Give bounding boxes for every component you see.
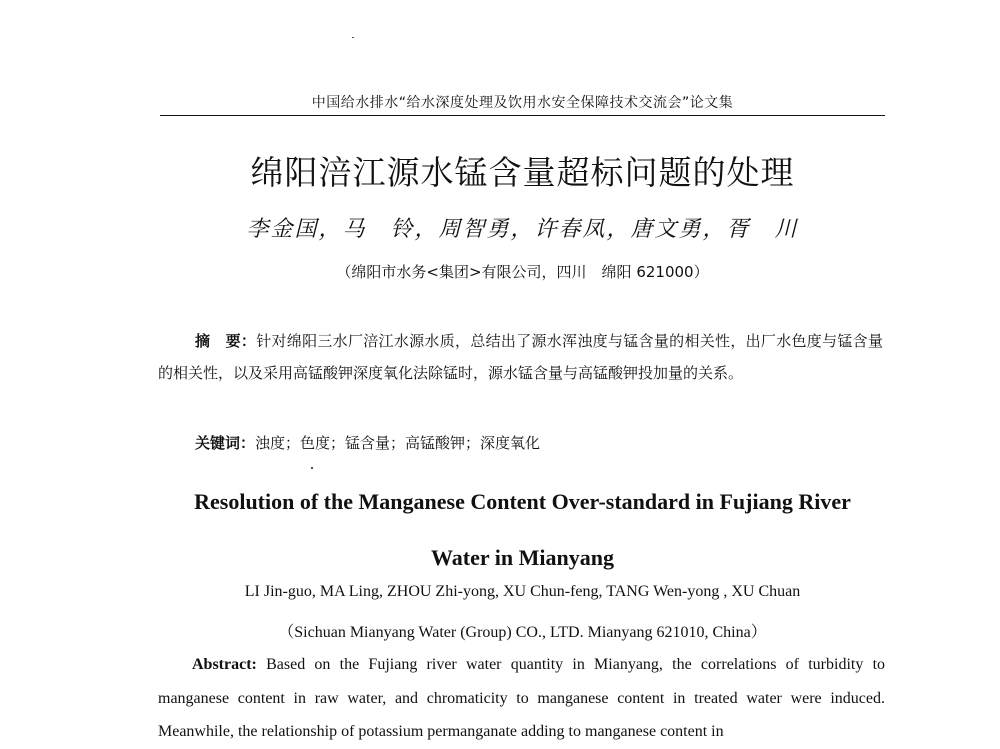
english-title-line-2: Water in Mianyang [431,545,614,570]
header-rule [160,115,885,116]
chinese-keywords [195,432,885,453]
english-abstract-label: Abstract: [192,656,257,673]
chinese-affiliation: （绵阳市水务<集团>有限公司，四川 绵阳 621000） [336,263,709,281]
english-affiliation: （Sichuan Mianyang Water (Group) CO., LTD. Mianyang 621010, China） [278,624,767,641]
chinese-abstract-text: 针对绵阳三水厂涪江水源水质，总结出了源水浑浊度与锰含量的相关性，出厂水色度与锰含量的相关性，以及采用高锰酸钾深度氧化法除锰时，源水锰含量与高锰酸钾投加量的关系。 [158,332,883,382]
running-header: 中国给水排水“给水深度处理及饮用水安全保障技术交流会”论文集 [311,95,734,111]
english-authors: LI Jin-guo, MA Ling, ZHOU Zhi-yong, XU Chun-feng, TANG Wen-yong , XU Chuan [244,583,801,600]
chinese-abstract [158,325,883,389]
chinese-title: 绵阳涪江源水锰含量超标问题的处理 [250,153,795,192]
chinese-keywords-label: 关键词： [195,434,256,452]
english-title-line-1: Resolution of the Manganese Content Over-standard in Fujiang River [194,489,851,514]
scan-speck [311,467,313,469]
chinese-authors: 李金国，马 铃，周智勇，许春凤，唐文勇，胥 川 [246,217,799,242]
english-abstract [158,648,885,749]
chinese-keywords-text: 浊度；色度；锰含量；高锰酸钾；深度氧化 [255,434,541,452]
chinese-abstract-label: 摘 要： [195,332,257,350]
scan-speck [352,37,354,38]
english-title [150,474,895,586]
english-abstract-text: Based on the Fujiang river water quantity in Mianyang, the correlations of turbidity to manganese content in raw water, and chromaticity to manganese content in treated water were induced. Meanwhile, the relationship of potassium permanganate adding to manganese content in [158,656,886,740]
